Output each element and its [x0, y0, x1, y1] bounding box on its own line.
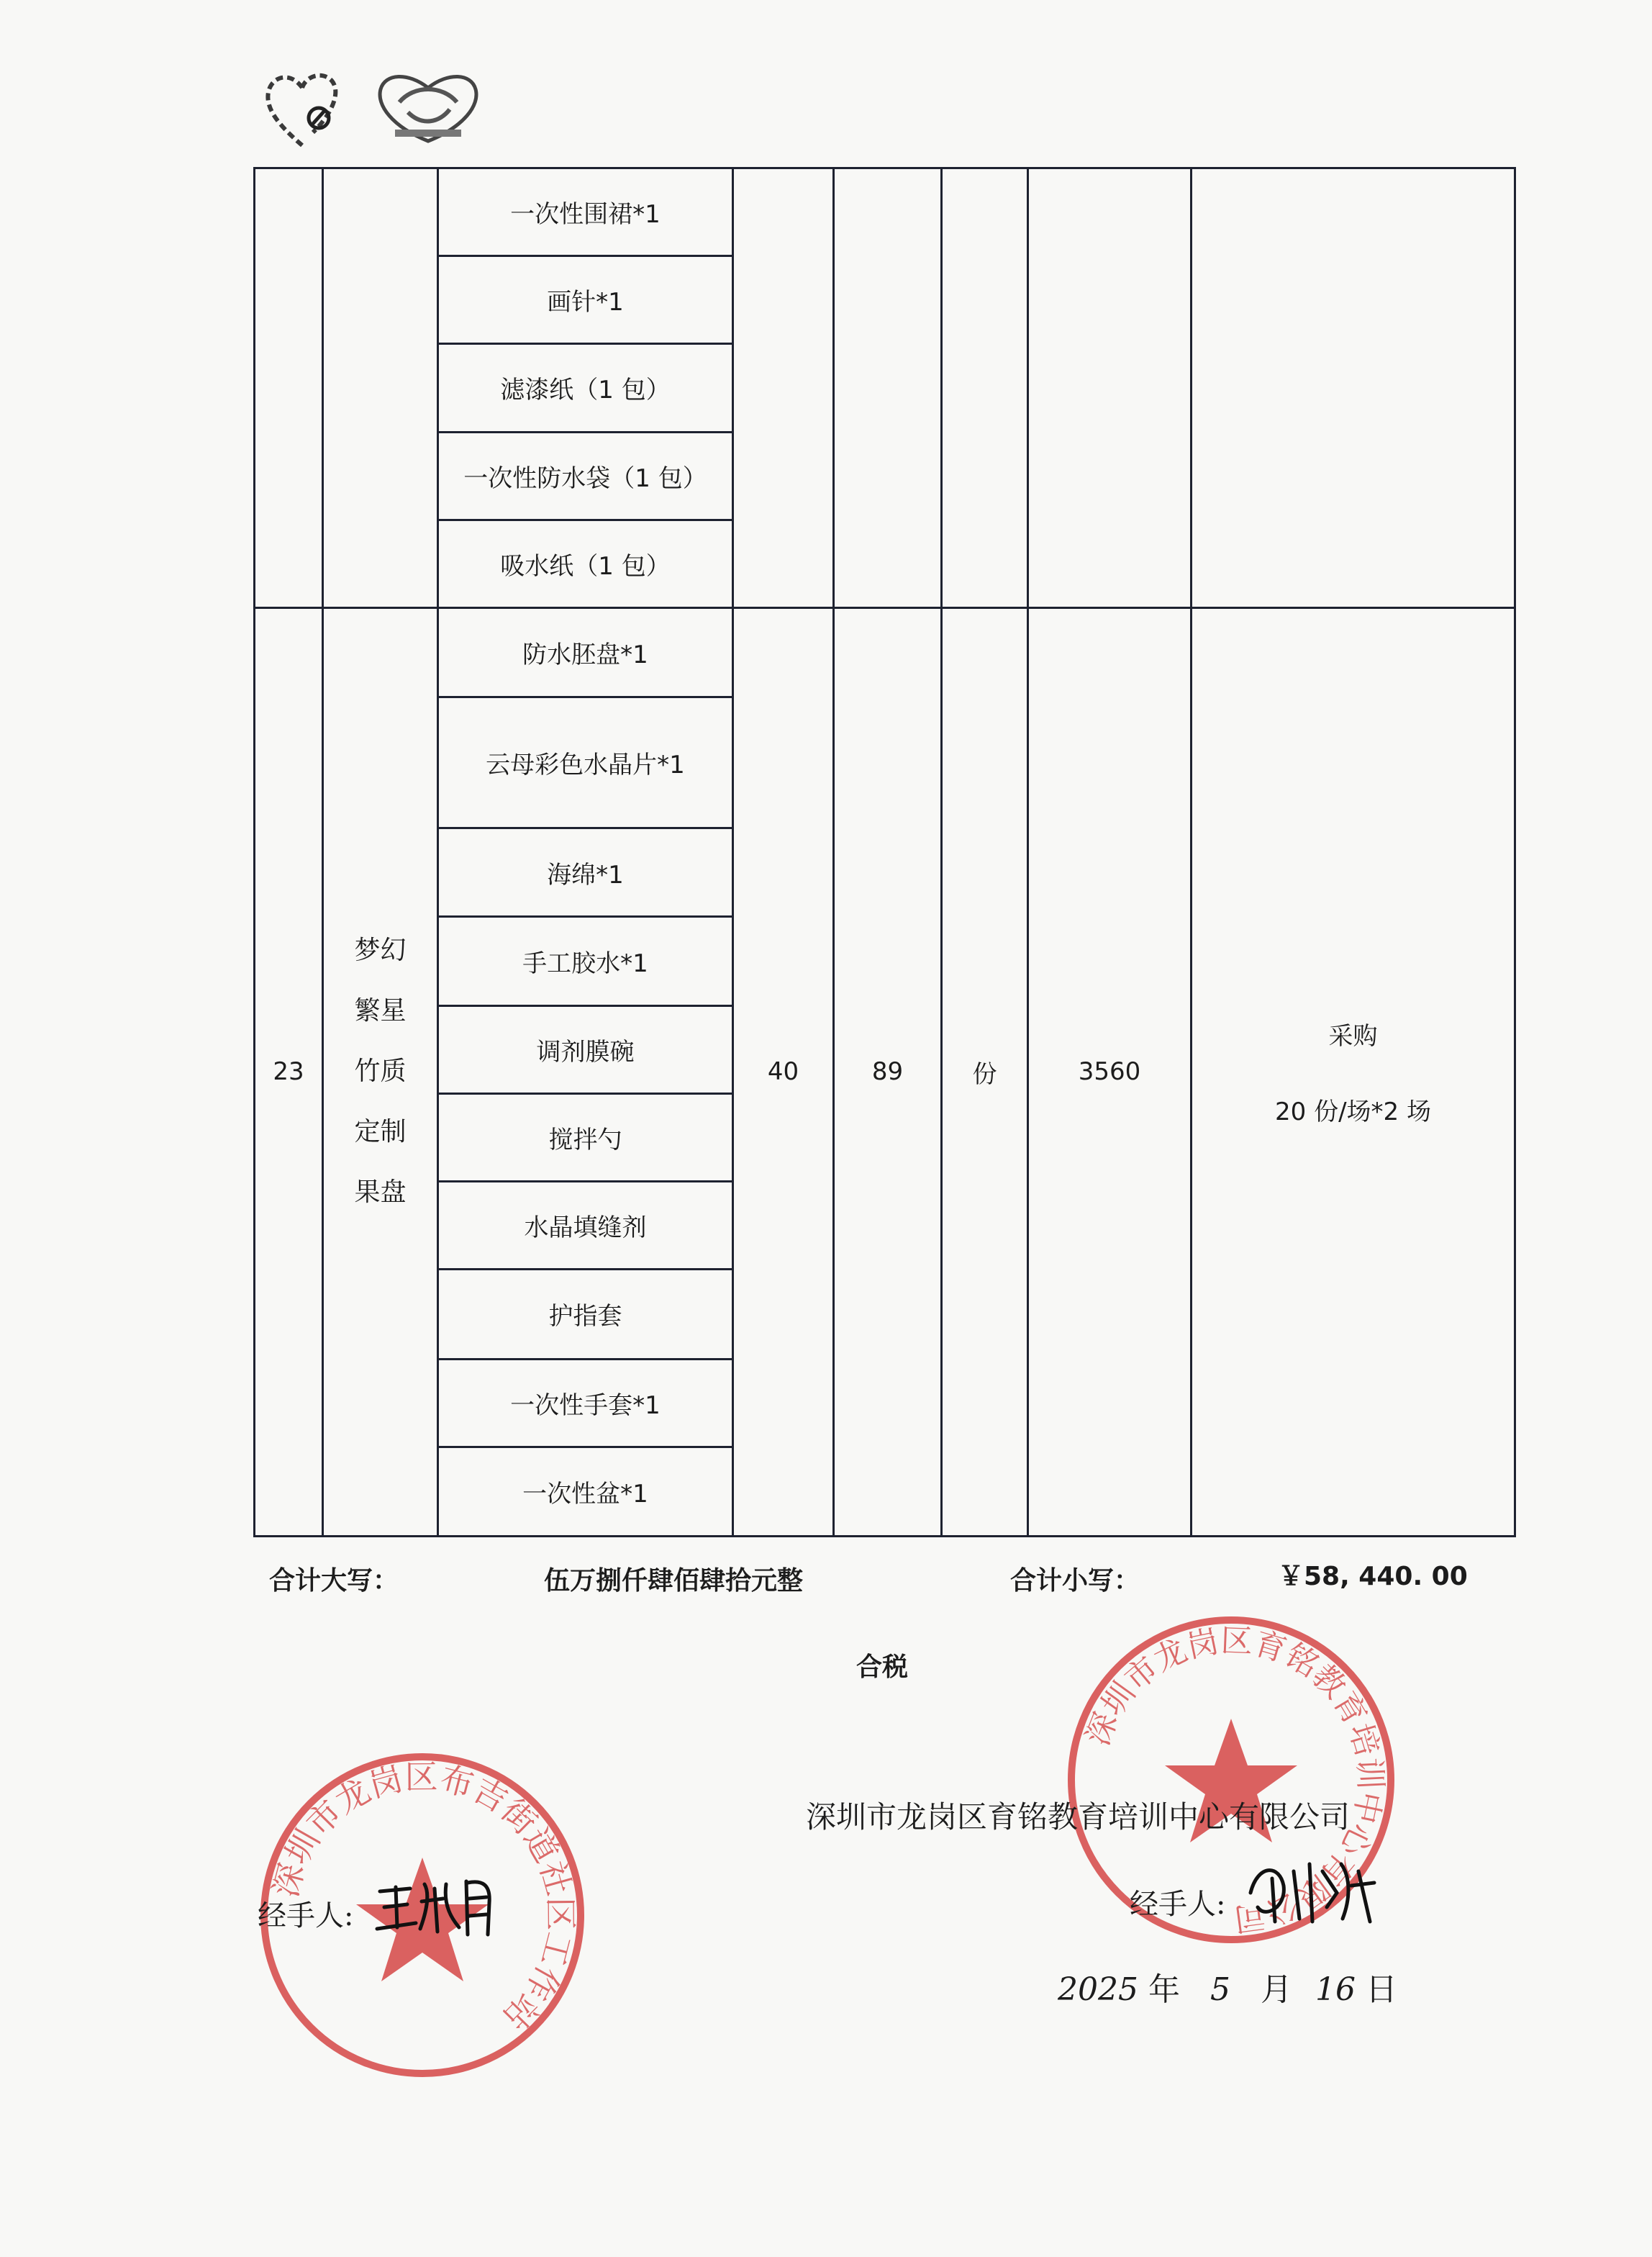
material-cell: 防水胚盘*1 [438, 607, 733, 697]
total-lower-label: 合计小写： [1010, 1566, 1140, 1596]
date-year-unit: 年 [1148, 1971, 1180, 2008]
company-name: 深圳市龙岗区育铭教育培训中心有限公司 [806, 1799, 1351, 1835]
material-cell: 一次性盆*1 [438, 1447, 733, 1536]
material-cell: 吸水纸（1 包） [438, 520, 733, 607]
cell-name-prev [323, 168, 438, 608]
item-qty: 40 [733, 607, 834, 1536]
sign-date [1058, 1963, 1397, 2009]
date-month-unit: 月 [1260, 1971, 1292, 2008]
remark-line: 20 份/场*2 场 [1275, 1098, 1431, 1127]
remark-line: 采购 [1328, 1022, 1378, 1051]
item-name-line: 竹质 [354, 1057, 407, 1087]
left-signature [374, 1863, 504, 1945]
item-name [323, 607, 438, 1536]
tax-note: 合税 [856, 1652, 909, 1682]
party-heart-logo [263, 66, 342, 151]
table-row [255, 607, 1515, 697]
material-cell: 水晶填缝剂 [438, 1182, 733, 1270]
total-lower-value: ￥58, 440. 00 [1278, 1562, 1468, 1591]
material-cell: 护指套 [438, 1270, 733, 1359]
material-cell: 一次性手套*1 [438, 1359, 733, 1447]
material-cell: 一次性防水袋（1 包） [438, 432, 733, 520]
item-price: 89 [834, 607, 942, 1536]
material-cell: 云母彩色水晶片*1 [438, 697, 733, 828]
material-cell: 调剂膜碗 [438, 1005, 733, 1093]
item-amount: 3560 [1028, 607, 1192, 1536]
right-signature [1243, 1850, 1380, 1932]
company-seal-text: 深圳市龙岗区育铭教育培训中心有限公司 [1079, 1622, 1389, 1937]
material-cell: 一次性围裙*1 [438, 168, 733, 256]
date-day: 16 [1315, 1971, 1356, 2008]
table-row [255, 168, 1515, 256]
cell-price-prev [834, 168, 942, 608]
community-logo [371, 69, 486, 148]
item-name-line: 繁星 [354, 996, 407, 1026]
item-remark [1192, 607, 1515, 1536]
cell-qty-prev [733, 168, 834, 608]
left-handler-label: 经手人: [258, 1899, 354, 1932]
item-name-line: 果盘 [354, 1177, 407, 1208]
header-logos [263, 63, 507, 157]
material-cell: 手工胶水*1 [438, 916, 733, 1005]
material-cell: 画针*1 [438, 256, 733, 344]
material-cell: 海绵*1 [438, 828, 733, 916]
item-name-line: 定制 [354, 1117, 407, 1147]
item-name-line: 梦幻 [354, 936, 407, 966]
cell-unit-prev [942, 168, 1028, 608]
workstation-seal-text: 深圳市龙岗区布吉街道社区工作站 [266, 1757, 581, 2037]
item-no: 23 [255, 607, 323, 1536]
material-cell: 滤漆纸（1 包） [438, 344, 733, 432]
material-cell: 搅拌勺 [438, 1093, 733, 1181]
cell-no-prev [255, 168, 323, 608]
date-month: 5 [1210, 1971, 1230, 2008]
item-unit: 份 [942, 607, 1028, 1536]
total-upper-value: 伍万捌仟肆佰肆拾元整 [544, 1566, 804, 1596]
right-handler-label: 经手人: [1130, 1888, 1226, 1921]
total-upper-label: 合计大写： [269, 1566, 399, 1596]
cell-amount-prev [1028, 168, 1192, 608]
materials-table [253, 167, 1516, 1537]
date-year: 2025 [1058, 1971, 1138, 2008]
cell-remark-prev [1192, 168, 1515, 608]
date-day-unit: 日 [1365, 1971, 1397, 2008]
